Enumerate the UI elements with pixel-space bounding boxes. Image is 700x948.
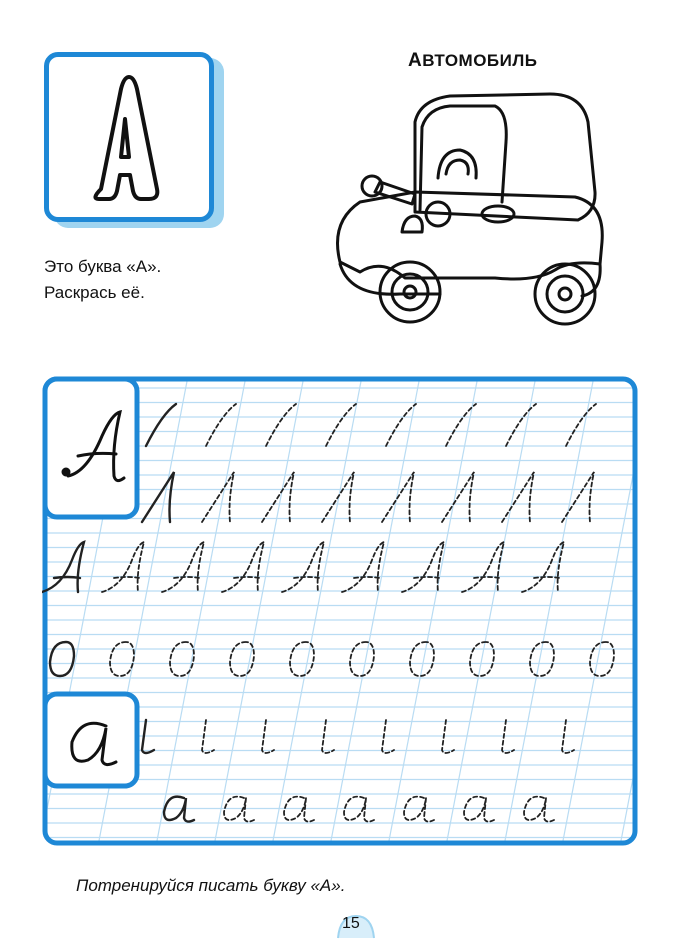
practice-glyph-curve-stroke [386,404,416,446]
practice-glyph-capital-a [42,542,84,592]
caption-line-2: Раскрась её. [44,283,145,302]
cursive-capital-a-cell [45,379,137,517]
car-icon [320,82,610,342]
practice-glyph-capital-a [282,542,324,592]
practice-glyph-lowercase-a [224,797,254,822]
practice-glyph-lowercase-a [344,797,374,822]
letter-card [44,52,214,222]
practice-glyph-capital-a-stroke [322,472,354,522]
instruction-text: Потренируйся писать букву «А». [76,876,346,895]
practice-glyph-lowercase-a [524,797,554,822]
practice-glyph-lowercase-a [164,797,194,822]
word-first-letter: А [408,50,423,71]
practice-glyph-oval [110,642,134,676]
caption-line-1: Это буква «А». [44,257,162,276]
word-title [408,50,538,72]
word-rest: ВТОМОБИЛЬ [422,51,538,70]
practice-glyph-capital-a [102,542,144,592]
cursive-lowercase-a-cell [45,694,137,786]
practice-grid [42,376,638,846]
practice-grid-canvas [42,376,638,846]
practice-glyph-lowercase-a [284,797,314,822]
practice-glyph-oval [170,642,194,676]
practice-glyph-curve-stroke [326,404,356,446]
page-number: 15 [342,915,360,932]
practice-glyph-capital-a-stroke [502,472,534,522]
practice-glyph-curve-stroke [206,404,236,446]
practice-glyph-capital-a-stroke [142,472,174,522]
practice-glyph-oval [350,642,374,676]
practice-glyph-capital-a [222,542,264,592]
practice-glyph-capital-a-stroke [382,472,414,522]
practice-glyph-lowercase-a [464,797,494,822]
practice-glyph-curve-stroke [506,404,536,446]
practice-glyph-capital-a [162,542,204,592]
letter-caption [44,254,161,306]
practice-glyph-curve-stroke [146,404,176,446]
car-coloring-illustration [320,82,610,347]
practice-glyph-lowercase-a [404,797,434,822]
practice-glyph-capital-a [342,542,384,592]
letter-a-outline-icon [49,57,209,217]
practice-glyph-capital-a-stroke [202,472,234,522]
practice-glyph-oval [590,642,614,676]
practice-glyph-capital-a [462,542,504,592]
practice-glyph-curve-stroke [566,404,596,446]
practice-glyph-capital-a-stroke [562,472,594,522]
practice-glyph-oval [50,642,74,676]
